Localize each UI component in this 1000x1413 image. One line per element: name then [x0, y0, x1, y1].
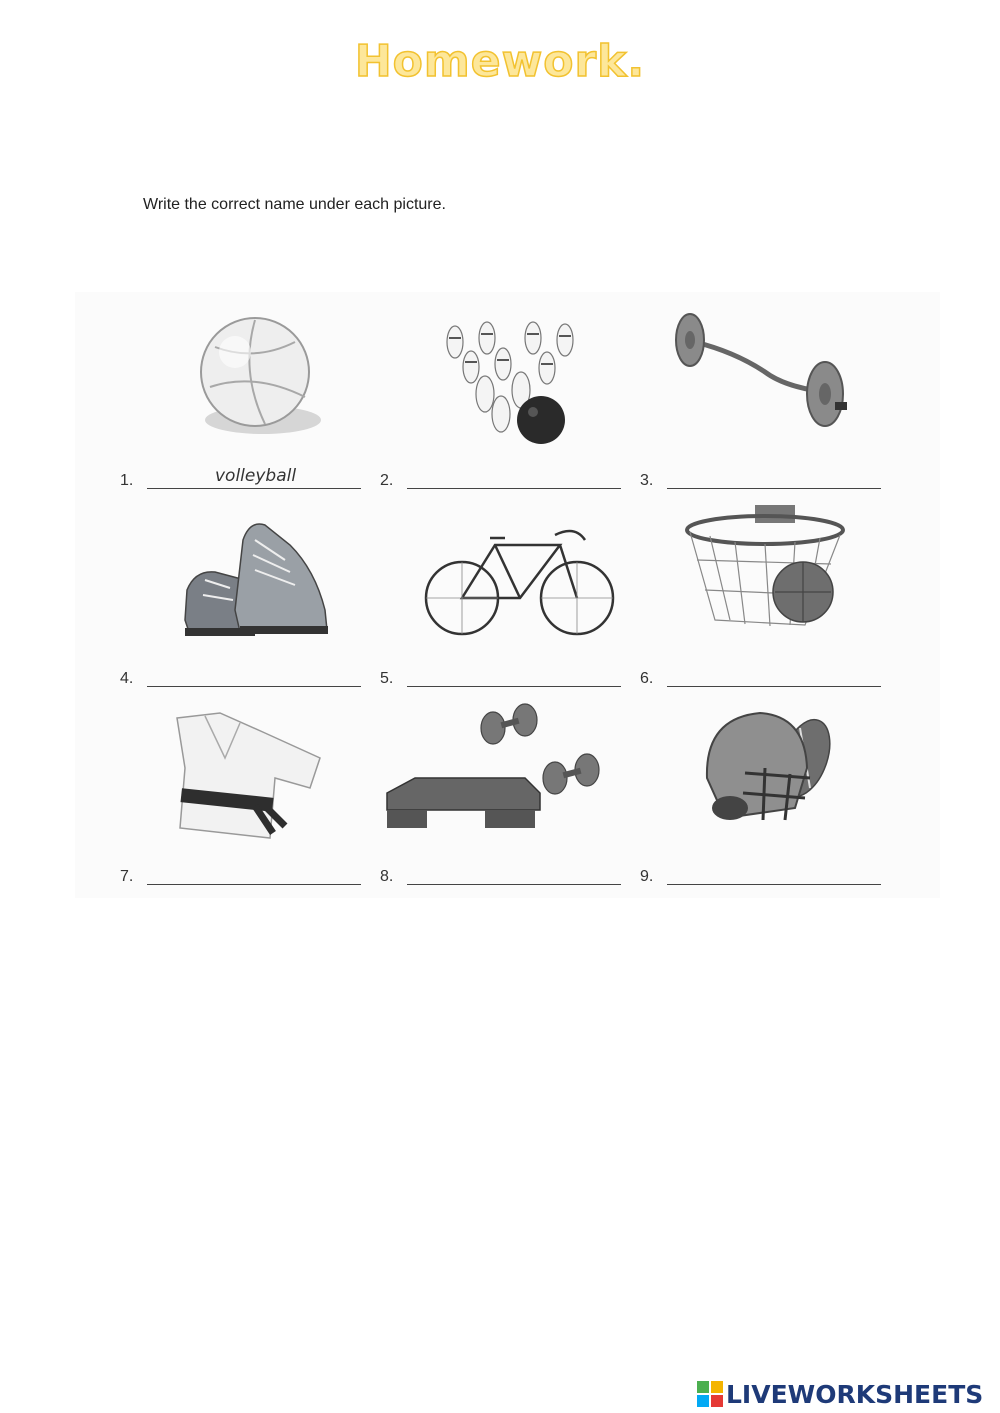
item-number: 2.: [380, 472, 394, 489]
answer-row-7: [115, 862, 365, 892]
exercise-item-4: [115, 500, 365, 700]
exercise-item-9: [635, 698, 885, 898]
exercise-item-6: [635, 500, 885, 700]
sneakers-icon: [115, 500, 365, 660]
answer-row-3: [635, 466, 885, 496]
answer-line[interactable]: [667, 488, 881, 489]
answer-row-1: [115, 466, 365, 496]
answer-row-4: [115, 664, 365, 694]
bicycle-icon: [375, 500, 625, 660]
liveworksheets-logo-icon: [697, 1381, 723, 1407]
answer-line[interactable]: [147, 686, 361, 687]
volleyball-icon: [115, 302, 365, 462]
exercise-item-5: [375, 500, 625, 700]
answer-row-8: [375, 862, 625, 892]
item-number: 6.: [640, 670, 654, 687]
item-number: 3.: [640, 472, 654, 489]
exercise-item-8: [375, 698, 625, 898]
liveworksheets-brand[interactable]: [697, 1379, 983, 1409]
item-number: 4.: [120, 670, 134, 687]
answer-row-6: [635, 664, 885, 694]
exercise-item-7: [115, 698, 365, 898]
item-number: 7.: [120, 868, 134, 885]
step-and-dumbbells-icon: [375, 698, 625, 858]
answer-line[interactable]: [407, 686, 621, 687]
karate-uniform-icon: [115, 698, 365, 858]
answer-line[interactable]: [667, 884, 881, 885]
item-number: 5.: [380, 670, 394, 687]
answer-line[interactable]: [667, 686, 881, 687]
answer-line[interactable]: [147, 488, 361, 489]
item-number: 9.: [640, 868, 654, 885]
answer-row-9: [635, 862, 885, 892]
answer-line[interactable]: [407, 884, 621, 885]
football-helmet-icon: [635, 698, 885, 858]
exercise-item-3: [635, 302, 885, 502]
barbell-icon: [635, 302, 885, 462]
exercise-sheet: [75, 292, 940, 898]
answer-text[interactable]: volleyball: [215, 466, 297, 486]
item-number: 8.: [380, 868, 394, 885]
exercise-item-1: [115, 302, 365, 502]
basketball-hoop-icon: [635, 500, 885, 660]
instructions-text: Write the correct name under each picture.: [143, 196, 446, 213]
bowling-icon: [375, 302, 625, 462]
answer-row-2: [375, 466, 625, 496]
answer-row-5: [375, 664, 625, 694]
brand-name: LIVEWORKSHEETS: [726, 1379, 984, 1409]
answer-line[interactable]: [147, 884, 361, 885]
exercise-item-2: [375, 302, 625, 502]
page-title: Homework.: [354, 36, 646, 87]
item-number: 1.: [120, 472, 134, 489]
answer-line[interactable]: [407, 488, 621, 489]
